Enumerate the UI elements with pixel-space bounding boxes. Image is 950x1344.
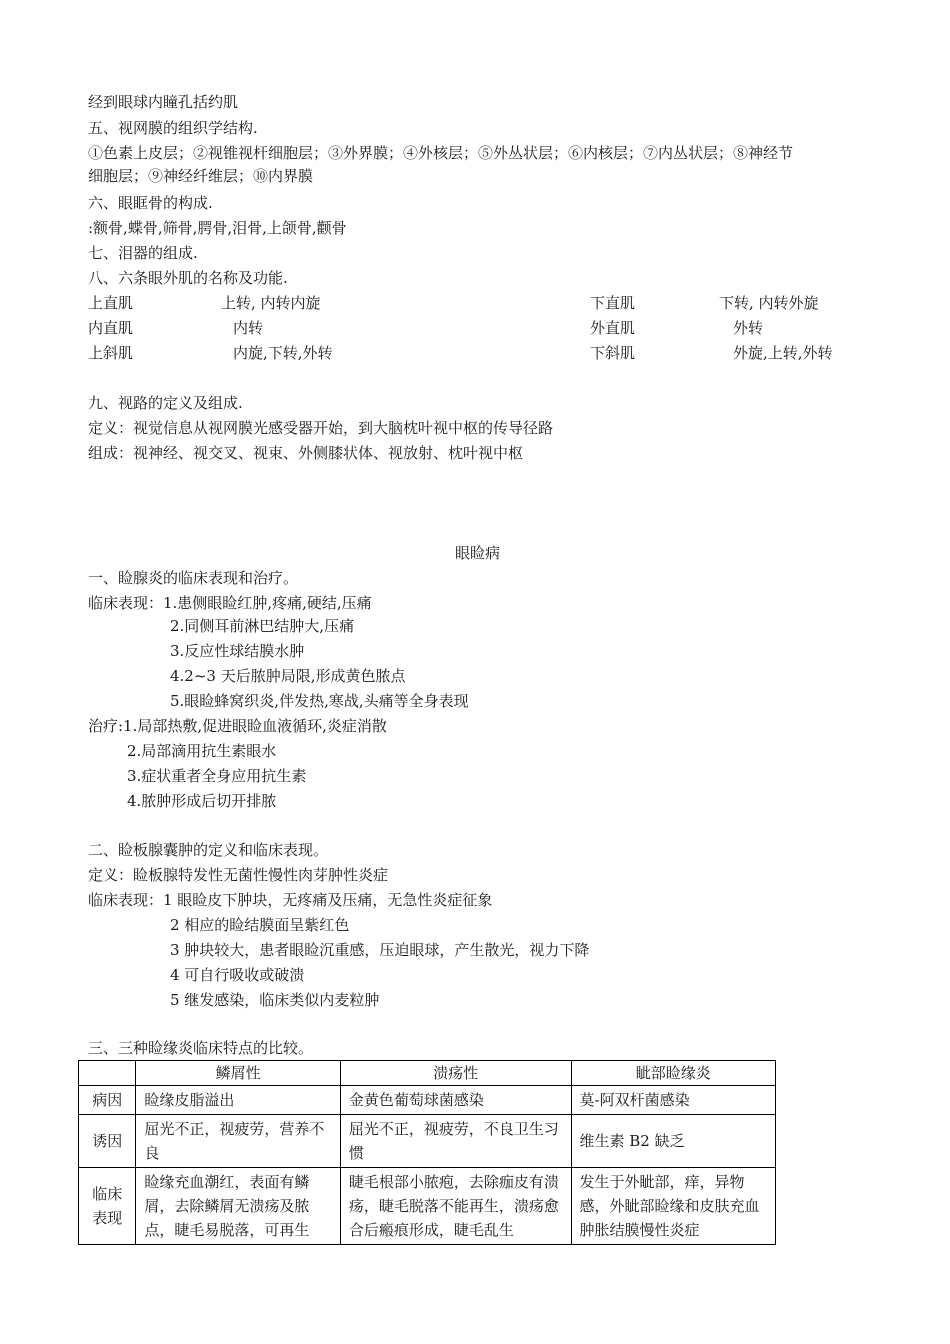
- muscle-name: 内直肌: [88, 319, 134, 337]
- list-item: 4 可自行吸收或破溃: [170, 966, 305, 984]
- text-line: 细胞层；⑨神经纤维层；⑩内界膜: [88, 167, 314, 185]
- section-heading: 七、泪器的组成.: [88, 244, 198, 262]
- muscle-function: 内转: [233, 319, 264, 337]
- list-item: 4.2~3 天后脓肿局限,形成黄色脓点: [170, 667, 406, 685]
- cell-text: 睑缘充血潮红，表面有鳞屑，去除鳞屑无溃疡及脓点，睫毛易脱落，可再生: [144, 1173, 310, 1239]
- chapter-title: 眼睑病: [455, 544, 501, 562]
- list-item: 3.症状重者全身应用抗生素: [127, 767, 307, 785]
- table-header-cell: 眦部睑缘炎: [571, 1061, 776, 1086]
- section-heading: 九、视路的定义及组成.: [88, 394, 243, 412]
- table-cell: [340, 1168, 571, 1245]
- table-cell: 维生素 B2 缺乏: [571, 1115, 776, 1168]
- section-heading: 三、三种睑缘炎临床特点的比较。: [88, 1039, 314, 1057]
- text-line: :额骨,蝶骨,筛骨,腭骨,泪骨,上颌骨,颧骨: [88, 219, 347, 237]
- text-line: 定义：睑板腺特发性无菌性慢性肉芽肿性炎症: [88, 866, 389, 884]
- cell-text: 发生于外眦部，痒，异物感，外眦部睑缘和皮肤充血肿胀结膜慢性炎症: [579, 1173, 760, 1239]
- text-line: 治疗:1.局部热敷,促进眼睑血液循环,炎症消散: [88, 717, 387, 735]
- text-line: 定义：视觉信息从视网膜光感受器开始，到大脑枕叶视中枢的传导径路: [88, 419, 554, 437]
- table-header-row: [79, 1061, 776, 1086]
- table-row: [79, 1086, 776, 1115]
- muscle-function: 外旋,上转,外转: [733, 344, 833, 362]
- list-item: 3 肿块较大，患者眼睑沉重感，压迫眼球，产生散光，视力下降: [170, 941, 590, 959]
- text-line: 临床表现：1.患侧眼睑红肿,疼痛,硬结,压痛: [88, 594, 372, 612]
- comparison-table: [78, 1060, 776, 1245]
- muscle-function: 外转: [733, 319, 764, 337]
- section-heading: 一、睑腺炎的临床表现和治疗。: [88, 569, 299, 587]
- muscle-name: 外直肌: [590, 319, 636, 337]
- list-item: 4.脓肿形成后切开排脓: [127, 792, 277, 810]
- table-cell: 屈光不正，视疲劳，不良卫生习惯: [340, 1115, 571, 1168]
- table-cell: 睑缘皮脂溢出: [136, 1086, 340, 1115]
- muscle-function: 下转, 内转外旋: [719, 294, 819, 312]
- table-cell: 金黄色葡萄球菌感染: [340, 1086, 571, 1115]
- table-cell: 屈光不正，视疲劳，营养不良: [136, 1115, 340, 1168]
- muscle-name: 下直肌: [590, 294, 636, 312]
- muscle-function: 内旋,下转,外转: [233, 344, 333, 362]
- text-line: 组成：视神经、视交叉、视束、外侧膝状体、视放射、枕叶视中枢: [88, 444, 524, 462]
- muscle-name: 上斜肌: [88, 344, 134, 362]
- text-line: 经到眼球内瞳孔括约肌: [88, 93, 239, 111]
- list-item: 2.同侧耳前淋巴结肿大,压痛: [170, 617, 355, 635]
- text-line: ①色素上皮层；②视锥视杆细胞层；③外界膜；④外核层；⑤外丛状层；⑥内核层；⑦内丛状层；⑧神经节: [88, 144, 794, 162]
- section-heading: 八、六条眼外肌的名称及功能.: [88, 269, 288, 287]
- table-cell: [136, 1168, 340, 1245]
- list-item: 2.局部滴用抗生素眼水: [127, 742, 277, 760]
- cell-text: 睫毛根部小脓疱，去除痂皮有溃疡，睫毛脱落不能再生，溃疡愈合后瘢痕形成，睫毛乱生: [348, 1173, 559, 1239]
- table-cell: [571, 1168, 776, 1245]
- table-cell: 莫-阿双杆菌感染: [571, 1086, 776, 1115]
- list-item: 5 继发感染，临床类似内麦粒肿: [170, 991, 380, 1009]
- table-row: [79, 1115, 776, 1168]
- table-row: [79, 1168, 776, 1245]
- table-header-cell: 鳞屑性: [136, 1061, 340, 1086]
- section-heading: 二、睑板腺囊肿的定义和临床表现。: [88, 841, 329, 859]
- table-header-cell: 溃疡性: [340, 1061, 571, 1086]
- row-label: 诱因: [79, 1115, 136, 1168]
- muscle-name: 上直肌: [88, 294, 134, 312]
- section-heading: 六、眼眶骨的构成.: [88, 194, 213, 212]
- muscle-name: 下斜肌: [590, 344, 636, 362]
- section-heading: 五、视网膜的组织学结构.: [88, 119, 258, 137]
- table-header-cell: [79, 1061, 136, 1086]
- list-item: 2 相应的睑结膜面呈紫红色: [170, 916, 350, 934]
- muscle-function: 上转, 内转内旋: [221, 294, 321, 312]
- list-item: 5.眼睑蜂窝织炎,伴发热,寒战,头痛等全身表现: [170, 692, 469, 710]
- text-line: 临床表现：1 眼睑皮下肿块，无疼痛及压痛，无急性炎症征象: [88, 891, 493, 909]
- row-label: 临床 表现: [79, 1168, 136, 1245]
- row-label: 病因: [79, 1086, 136, 1115]
- list-item: 3.反应性球结膜水肿: [170, 642, 305, 660]
